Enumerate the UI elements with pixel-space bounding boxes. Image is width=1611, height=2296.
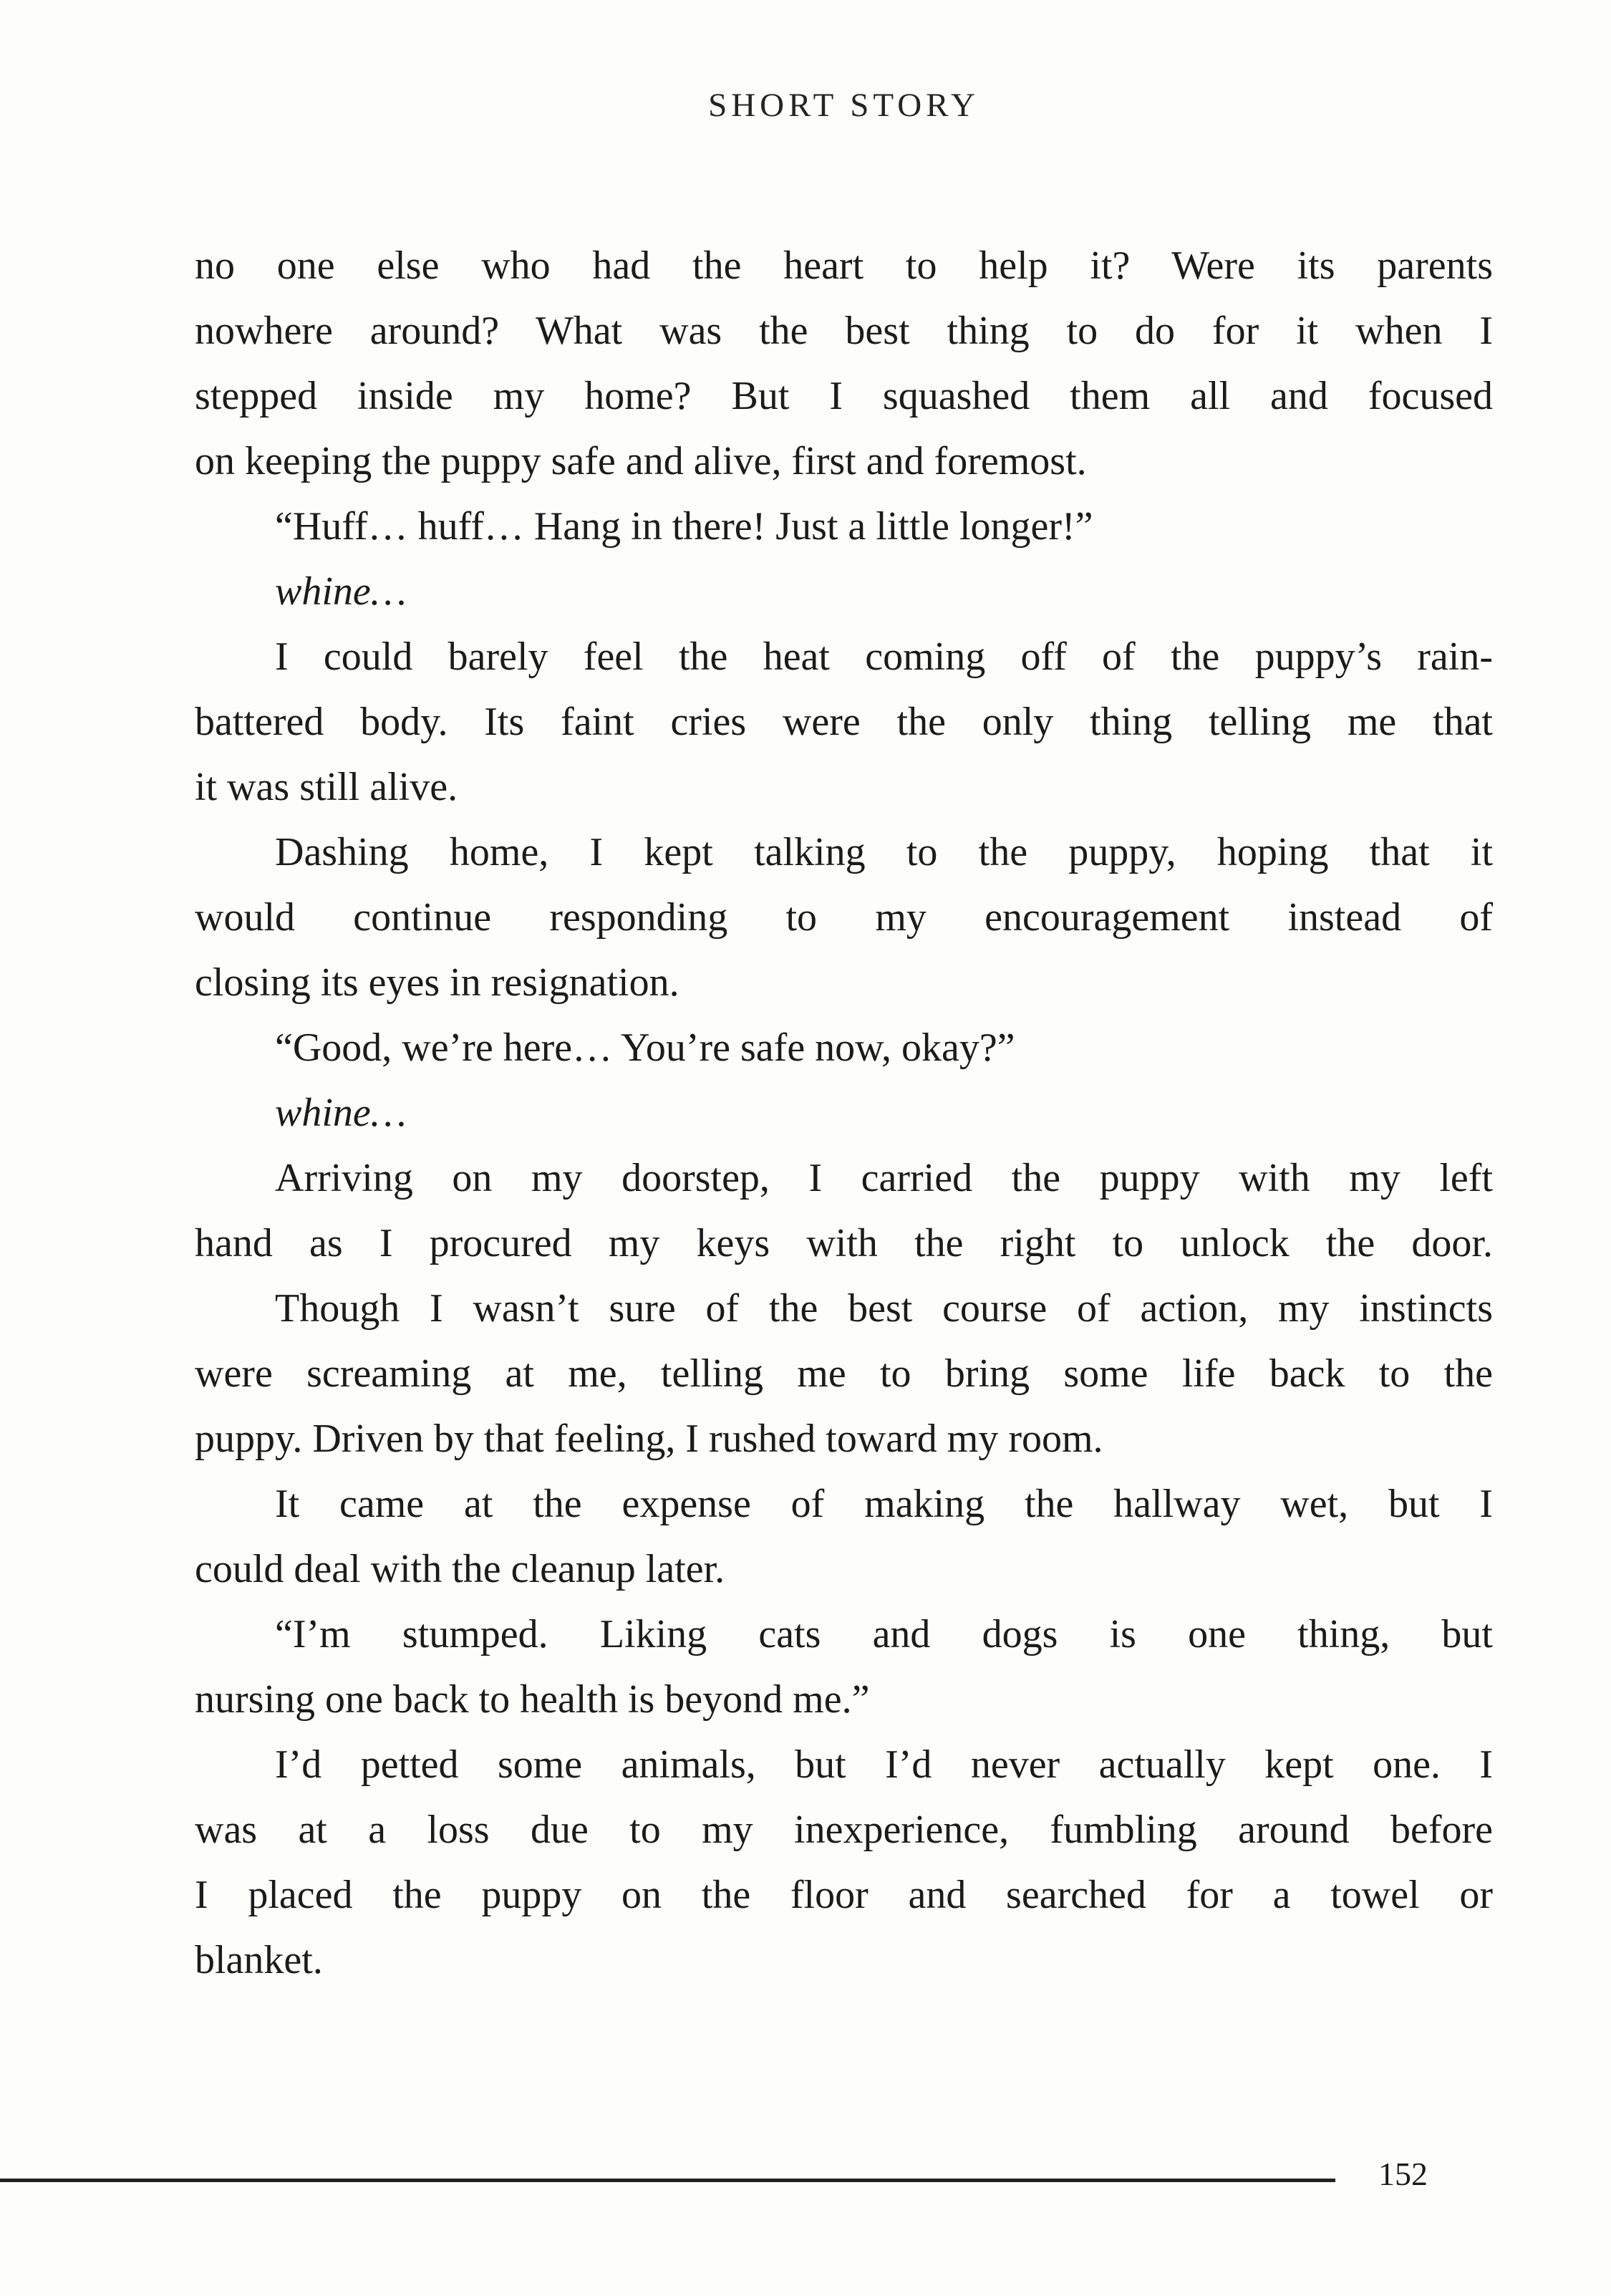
text-line: whine… (275, 1091, 407, 1135)
text-line: on keeping the puppy safe and alive, first and foremost. (195, 439, 1087, 483)
text-line: closing its eyes in resignation. (195, 960, 679, 1005)
text-line: I’d petted some animals, but I’d never actually kept one. I (275, 1742, 1493, 1787)
text-line: Though I wasn’t sure of the best course of action, my instincts (275, 1286, 1493, 1331)
text-line: hand as I procured my keys with the right to unlock the door. (195, 1221, 1493, 1265)
text-line: It came at the expense of making the hallway wet, but I (275, 1482, 1493, 1526)
footer-rule (0, 2179, 1335, 2182)
text-line: “I’m stumped. Liking cats and dogs is one thing, but (275, 1612, 1493, 1656)
story-text-block (195, 233, 1493, 1993)
text-line: “Good, we’re here… You’re safe now, okay?” (275, 1026, 1015, 1070)
text-line: stepped inside my home? But I squashed them all and focused (195, 374, 1493, 418)
text-line: would continue responding to my encouragement instead of (195, 895, 1493, 940)
text-line: nowhere around? What was the best thing to do for it when I (195, 309, 1493, 353)
text-line: was at a loss due to my inexperience, fumbling around before (195, 1808, 1493, 1852)
text-line: battered body. Its faint cries were the only thing telling me that (195, 700, 1493, 744)
text-line: I placed the puppy on the floor and searched for a towel or (195, 1873, 1493, 1917)
text-line: were screaming at me, telling me to bring some life back to the (195, 1351, 1493, 1396)
text-line: “Huff… huff… Hang in there! Just a little longer!” (275, 504, 1093, 549)
text-line: I could barely feel the heat coming off of the puppy’s rain- (275, 635, 1493, 679)
text-line: nursing one back to health is beyond me.” (195, 1677, 870, 1722)
text-line: could deal with the cleanup later. (195, 1547, 725, 1591)
text-line: blanket. (195, 1938, 323, 1982)
text-line: Arriving on my doorstep, I carried the puppy with my left (275, 1156, 1493, 1200)
text-line: no one else who had the heart to help it? Were its parents (195, 243, 1493, 288)
running-head: SHORT STORY (708, 87, 979, 124)
text-line: it was still alive. (195, 765, 458, 809)
page-number: 152 (1378, 2156, 1428, 2192)
text-line: puppy. Driven by that feeling, I rushed toward my room. (195, 1417, 1103, 1461)
text-line: whine… (275, 569, 407, 614)
text-line: Dashing home, I kept talking to the puppy, hoping that it (275, 830, 1493, 874)
